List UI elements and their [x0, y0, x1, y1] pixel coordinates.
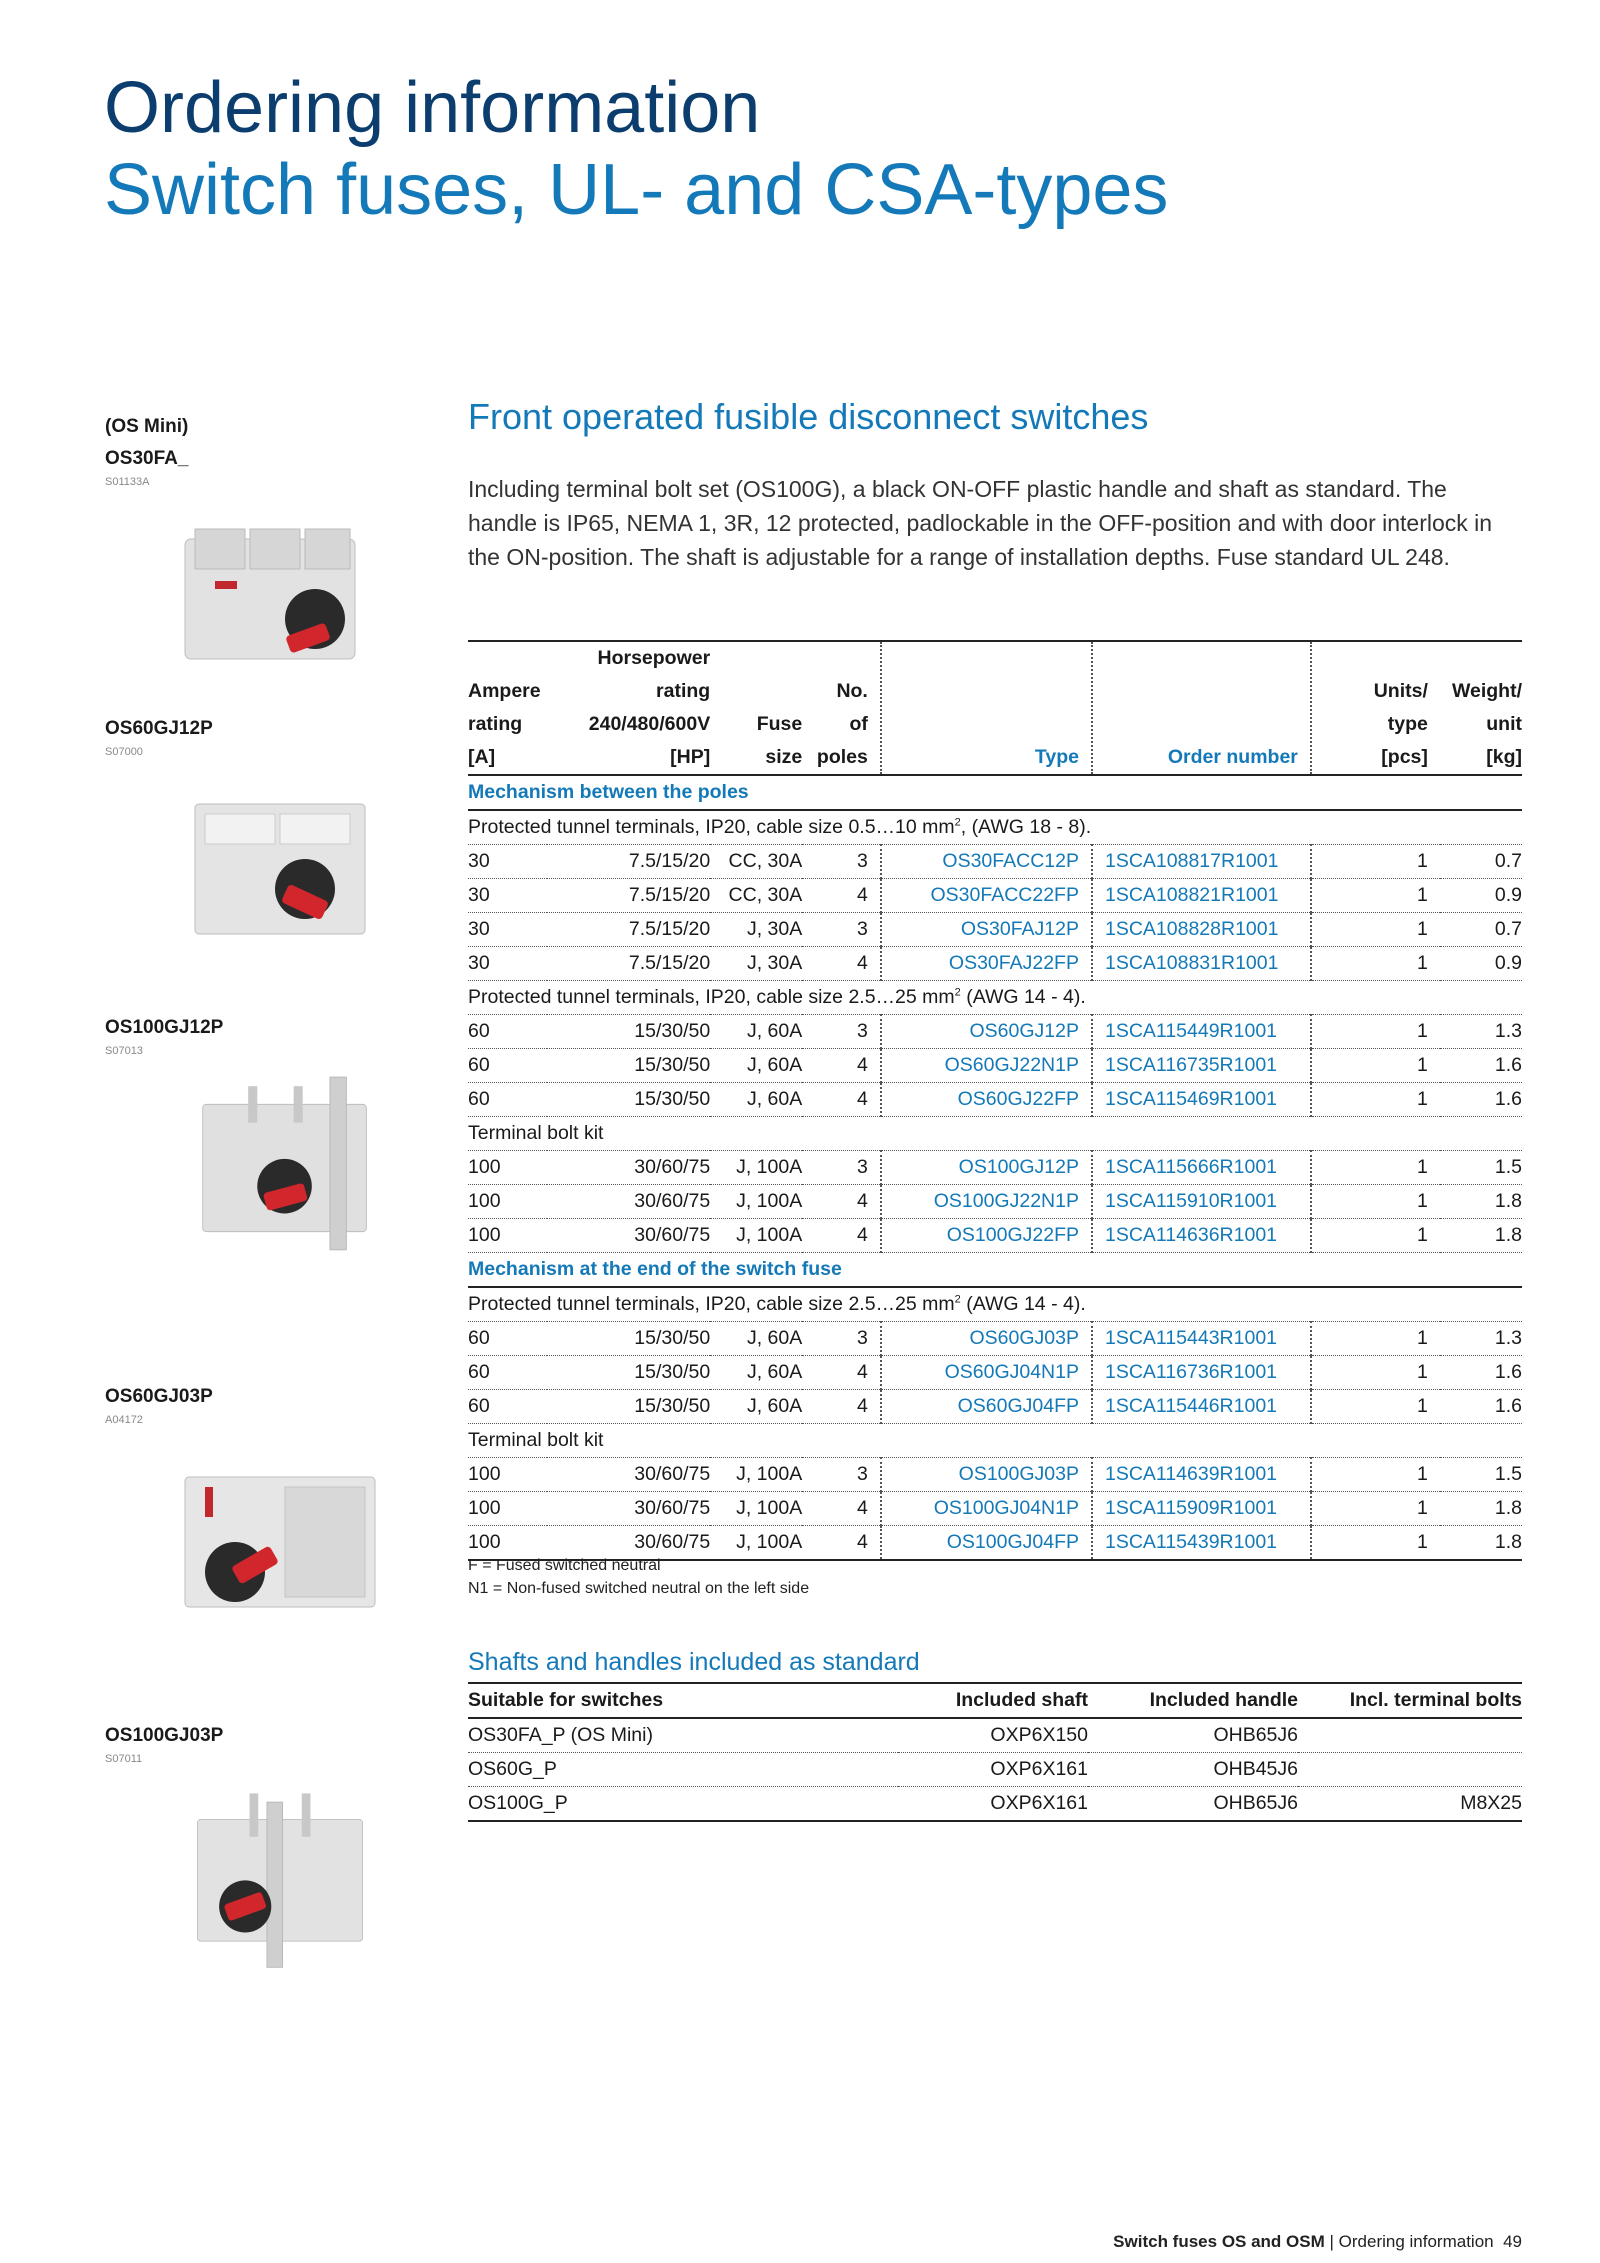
cell-poles: 4	[802, 1083, 881, 1117]
cell-order-number: 1SCA115469R1001	[1092, 1083, 1311, 1117]
cell-poles: 3	[802, 1322, 881, 1356]
cell-units: 1	[1311, 879, 1440, 913]
note-row: Terminal bolt kit	[468, 1424, 1522, 1458]
header-included-handle: Included handle	[1088, 1683, 1298, 1718]
cell-type: OS100GJ03P	[881, 1458, 1092, 1492]
cell-horsepower: 30/60/75	[547, 1458, 710, 1492]
cell-horsepower: 30/60/75	[547, 1185, 710, 1219]
cell-ampere: 30	[468, 845, 547, 879]
cell-units: 1	[1311, 1083, 1440, 1117]
switch-fuse-image	[165, 1776, 395, 2006]
table-row	[468, 845, 1522, 879]
header-order-number: Order number	[1092, 641, 1311, 775]
cell-horsepower: 30/60/75	[547, 1219, 710, 1253]
cell-horsepower: 15/30/50	[547, 1322, 710, 1356]
cell-horsepower: 15/30/50	[547, 1083, 710, 1117]
note-row: Protected tunnel terminals, IP20, cable size 0.5…10 $mm^2$, (AWG 18 - 8).	[468, 810, 1522, 845]
cell-weight: 1.6	[1440, 1356, 1522, 1390]
cell-weight: 1.8	[1440, 1526, 1522, 1561]
cell-units: 1	[1311, 1492, 1440, 1526]
cell-units: 1	[1311, 845, 1440, 879]
cell-ampere: 100	[468, 1458, 547, 1492]
cell-type: OS100GJ04FP	[881, 1526, 1092, 1561]
table-row	[468, 947, 1522, 981]
shafts-header-row	[468, 1683, 1522, 1718]
section-title: Front operated fusible disconnect switches	[468, 396, 1149, 437]
cell-order-number: 1SCA116736R1001	[1092, 1356, 1311, 1390]
cell-weight: 1.3	[1440, 1015, 1522, 1049]
cell-order-number: 1SCA115910R1001	[1092, 1185, 1311, 1219]
cell-order-number: 1SCA108831R1001	[1092, 947, 1311, 981]
table-row	[468, 1390, 1522, 1424]
header-horsepower: Horsepower rating 240/480/600V [HP]	[547, 641, 710, 775]
product-os60gj12p	[105, 713, 395, 959]
header-included-shaft: Included shaft	[898, 1683, 1088, 1718]
cell-fuse-size: J, 100A	[710, 1492, 802, 1526]
cell-horsepower: 7.5/15/20	[547, 913, 710, 947]
table-row	[468, 1458, 1522, 1492]
cell-ampere: 30	[468, 879, 547, 913]
header-terminal-bolts: Incl. terminal bolts	[1298, 1683, 1522, 1718]
cell-type: OS100GJ04N1P	[881, 1492, 1092, 1526]
cell-units: 1	[1311, 1458, 1440, 1492]
cell-ampere: 100	[468, 1151, 547, 1185]
cell-weight: 1.8	[1440, 1185, 1522, 1219]
product-label: (OS Mini)	[105, 416, 189, 437]
cell-ampere: 100	[468, 1492, 547, 1526]
cell-units: 1	[1311, 1151, 1440, 1185]
cell-weight: 0.9	[1440, 947, 1522, 981]
image-code: S01133A	[105, 476, 150, 488]
header-weight: Weight/ unit [kg]	[1440, 641, 1522, 775]
product-os100gj03p	[105, 1720, 395, 2006]
cell-weight: 1.6	[1440, 1049, 1522, 1083]
cell-horsepower: 15/30/50	[547, 1356, 710, 1390]
cell-weight: 0.9	[1440, 879, 1522, 913]
note-row: Terminal bolt kit	[468, 1117, 1522, 1151]
cell-order-number: 1SCA114636R1001	[1092, 1219, 1311, 1253]
table-row	[468, 1151, 1522, 1185]
switch-fuse-image	[165, 1068, 395, 1288]
header-poles: No. of poles	[802, 641, 881, 775]
cell-fuse-size: J, 30A	[710, 947, 802, 981]
cell-units: 1	[1311, 1015, 1440, 1049]
cell-units: 1	[1311, 1390, 1440, 1424]
cell-units: 1	[1311, 1322, 1440, 1356]
cell-poles: 4	[802, 1219, 881, 1253]
table-row: OS100G_P OXP6X161 OHB65J6 M8X25	[468, 1787, 1522, 1822]
cell-fuse-size: J, 100A	[710, 1219, 802, 1253]
cell-horsepower: 15/30/50	[547, 1390, 710, 1424]
cell-fuse-size: J, 60A	[710, 1356, 802, 1390]
cell-order-number: 1SCA115443R1001	[1092, 1322, 1311, 1356]
cell-fuse-size: J, 100A	[710, 1458, 802, 1492]
cell-ampere: 60	[468, 1356, 547, 1390]
cell-ampere: 60	[468, 1390, 547, 1424]
cell-fuse-size: CC, 30A	[710, 879, 802, 913]
cell-horsepower: 30/60/75	[547, 1492, 710, 1526]
cell-weight: 0.7	[1440, 913, 1522, 947]
product-model: OS60GJ03P	[105, 1386, 213, 1407]
cell-type: OS100GJ12P	[881, 1151, 1092, 1185]
page-title-line2: Switch fuses, UL- and CSA-types	[104, 150, 1169, 230]
cell-poles: 3	[802, 1015, 881, 1049]
table-row: OS30FA_P (OS Mini) OXP6X150 OHB65J6	[468, 1718, 1522, 1753]
cell-poles: 4	[802, 1390, 881, 1424]
cell-units: 1	[1311, 1356, 1440, 1390]
cell-units: 1	[1311, 947, 1440, 981]
cell-order-number: 1SCA108828R1001	[1092, 913, 1311, 947]
table-row	[468, 1083, 1522, 1117]
table-row	[468, 1049, 1522, 1083]
switch-fuse-image	[165, 1437, 395, 1637]
footnote: N1 = Non-fused switched neutral on the left side	[468, 1580, 810, 1597]
cell-fuse-size: J, 100A	[710, 1185, 802, 1219]
cell-type: OS60GJ04FP	[881, 1390, 1092, 1424]
group-heading: Mechanism between the poles	[468, 775, 1522, 810]
table-row	[468, 1015, 1522, 1049]
cell-weight: 1.6	[1440, 1083, 1522, 1117]
cell-order-number: 1SCA116735R1001	[1092, 1049, 1311, 1083]
cell-type: OS30FACC22FP	[881, 879, 1092, 913]
cell-order-number: 1SCA115446R1001	[1092, 1390, 1311, 1424]
table-row	[468, 1356, 1522, 1390]
image-code: A04172	[105, 1414, 143, 1426]
cell-ampere: 60	[468, 1049, 547, 1083]
cell-type: OS60GJ12P	[881, 1015, 1092, 1049]
footer-chapter: Ordering information	[1338, 2232, 1494, 2251]
note-row: Protected tunnel terminals, IP20, cable size 2.5…25 $mm^2$ (AWG 14 - 4).	[468, 1287, 1522, 1322]
cell-weight: 1.5	[1440, 1458, 1522, 1492]
cell-poles: 3	[802, 1458, 881, 1492]
cell-poles: 4	[802, 1356, 881, 1390]
cell-units: 1	[1311, 1049, 1440, 1083]
cell-weight: 1.8	[1440, 1219, 1522, 1253]
cell-type: OS30FACC12P	[881, 845, 1092, 879]
cell-poles: 3	[802, 845, 881, 879]
cell-order-number: 1SCA115909R1001	[1092, 1492, 1311, 1526]
page-number: 49	[1503, 2232, 1522, 2251]
cell-poles: 4	[802, 947, 881, 981]
ordering-table	[468, 640, 1522, 1561]
page-footer	[1113, 2232, 1522, 2252]
table-row	[468, 1322, 1522, 1356]
product-model: OS100GJ03P	[105, 1725, 224, 1746]
cell-fuse-size: J, 60A	[710, 1322, 802, 1356]
cell-type: OS60GJ04N1P	[881, 1356, 1092, 1390]
cell-ampere: 60	[468, 1322, 547, 1356]
cell-horsepower: 7.5/15/20	[547, 879, 710, 913]
table-row	[468, 1492, 1522, 1526]
image-code: S07000	[105, 746, 143, 758]
cell-type: OS30FAJ22FP	[881, 947, 1092, 981]
cell-poles: 4	[802, 879, 881, 913]
cell-fuse-size: CC, 30A	[710, 845, 802, 879]
cell-weight: 1.8	[1440, 1492, 1522, 1526]
cell-horsepower: 30/60/75	[547, 1526, 710, 1561]
header-type: Type	[881, 641, 1092, 775]
cell-ampere: 30	[468, 947, 547, 981]
table-row: OS60G_P OXP6X161 OHB45J6	[468, 1753, 1522, 1787]
cell-order-number: 1SCA115449R1001	[1092, 1015, 1311, 1049]
page-title-line1: Ordering information	[104, 68, 761, 148]
table-row	[468, 879, 1522, 913]
switch-fuse-image	[165, 769, 395, 959]
table-row	[468, 913, 1522, 947]
footer-section: Switch fuses OS and OSM	[1113, 2232, 1325, 2251]
switch-fuse-image	[165, 499, 395, 699]
cell-order-number: 1SCA108817R1001	[1092, 845, 1311, 879]
footnote: F = Fused switched neutral	[468, 1557, 661, 1574]
cell-weight: 1.3	[1440, 1322, 1522, 1356]
cell-fuse-size: J, 60A	[710, 1015, 802, 1049]
cell-type: OS100GJ22N1P	[881, 1185, 1092, 1219]
cell-poles: 4	[802, 1492, 881, 1526]
header-units: Units/ type [pcs]	[1311, 641, 1440, 775]
shafts-title: Shafts and handles included as standard	[468, 1648, 920, 1676]
cell-order-number: 1SCA108821R1001	[1092, 879, 1311, 913]
header-fuse-size: Fuse size	[710, 641, 802, 775]
cell-type: OS100GJ22FP	[881, 1219, 1092, 1253]
product-os30fa	[105, 411, 395, 699]
product-os100gj12p	[105, 1012, 395, 1288]
table-row	[468, 1219, 1522, 1253]
cell-horsepower: 7.5/15/20	[547, 845, 710, 879]
table-header-row	[468, 641, 1522, 775]
cell-horsepower: 7.5/15/20	[547, 947, 710, 981]
product-os60gj03p	[105, 1381, 395, 1637]
cell-units: 1	[1311, 913, 1440, 947]
cell-ampere: 100	[468, 1185, 547, 1219]
cell-fuse-size: J, 60A	[710, 1390, 802, 1424]
cell-weight: 1.6	[1440, 1390, 1522, 1424]
cell-poles: 3	[802, 913, 881, 947]
header-suitable-switches: Suitable for switches	[468, 1683, 898, 1718]
intro-paragraph: Including terminal bolt set (OS100G), a black ON-OFF plastic handle and shaft as standard. The handle is IP65, NEMA 1, 3R, 12 protected, padlockable in the OFF-position and with door interlock in the ON-position. The shaft is adjustable for a range of installation depths. Fuse standard UL 248.	[468, 476, 1493, 570]
group-heading: Mechanism at the end of the switch fuse	[468, 1253, 1522, 1288]
cell-order-number: 1SCA115666R1001	[1092, 1151, 1311, 1185]
cell-units: 1	[1311, 1526, 1440, 1561]
footer-separator: |	[1324, 2232, 1339, 2251]
image-code: S07011	[105, 1753, 143, 1765]
cell-weight: 1.5	[1440, 1151, 1522, 1185]
cell-type: OS60GJ03P	[881, 1322, 1092, 1356]
cell-weight: 0.7	[1440, 845, 1522, 879]
cell-ampere: 60	[468, 1015, 547, 1049]
cell-fuse-size: J, 100A	[710, 1151, 802, 1185]
cell-fuse-size: J, 60A	[710, 1083, 802, 1117]
cell-type: OS60GJ22N1P	[881, 1049, 1092, 1083]
cell-type: OS30FAJ12P	[881, 913, 1092, 947]
cell-ampere: 100	[468, 1219, 547, 1253]
cell-poles: 4	[802, 1526, 881, 1561]
product-model: OS100GJ12P	[105, 1017, 224, 1038]
cell-fuse-size: J, 60A	[710, 1049, 802, 1083]
table-row	[468, 1185, 1522, 1219]
cell-fuse-size: J, 30A	[710, 913, 802, 947]
cell-units: 1	[1311, 1185, 1440, 1219]
image-code: S07013	[105, 1045, 143, 1057]
cell-ampere: 100	[468, 1526, 547, 1561]
cell-order-number: 1SCA114639R1001	[1092, 1458, 1311, 1492]
cell-poles: 3	[802, 1151, 881, 1185]
note-row: Protected tunnel terminals, IP20, cable size 2.5…25 $mm^2$ (AWG 14 - 4).	[468, 981, 1522, 1015]
cell-type: OS60GJ22FP	[881, 1083, 1092, 1117]
header-ampere: Ampere rating [A]	[468, 641, 547, 775]
cell-horsepower: 15/30/50	[547, 1049, 710, 1083]
product-model: OS60GJ12P	[105, 718, 213, 739]
cell-fuse-size: J, 100A	[710, 1526, 802, 1561]
cell-ampere: 60	[468, 1083, 547, 1117]
footnotes	[468, 1554, 809, 1600]
cell-horsepower: 15/30/50	[547, 1015, 710, 1049]
shafts-table	[468, 1682, 1522, 1822]
product-model: OS30FA_	[105, 448, 189, 469]
cell-order-number: 1SCA115439R1001	[1092, 1526, 1311, 1561]
cell-horsepower: 30/60/75	[547, 1151, 710, 1185]
cell-poles: 4	[802, 1185, 881, 1219]
cell-poles: 4	[802, 1049, 881, 1083]
cell-units: 1	[1311, 1219, 1440, 1253]
cell-ampere: 30	[468, 913, 547, 947]
